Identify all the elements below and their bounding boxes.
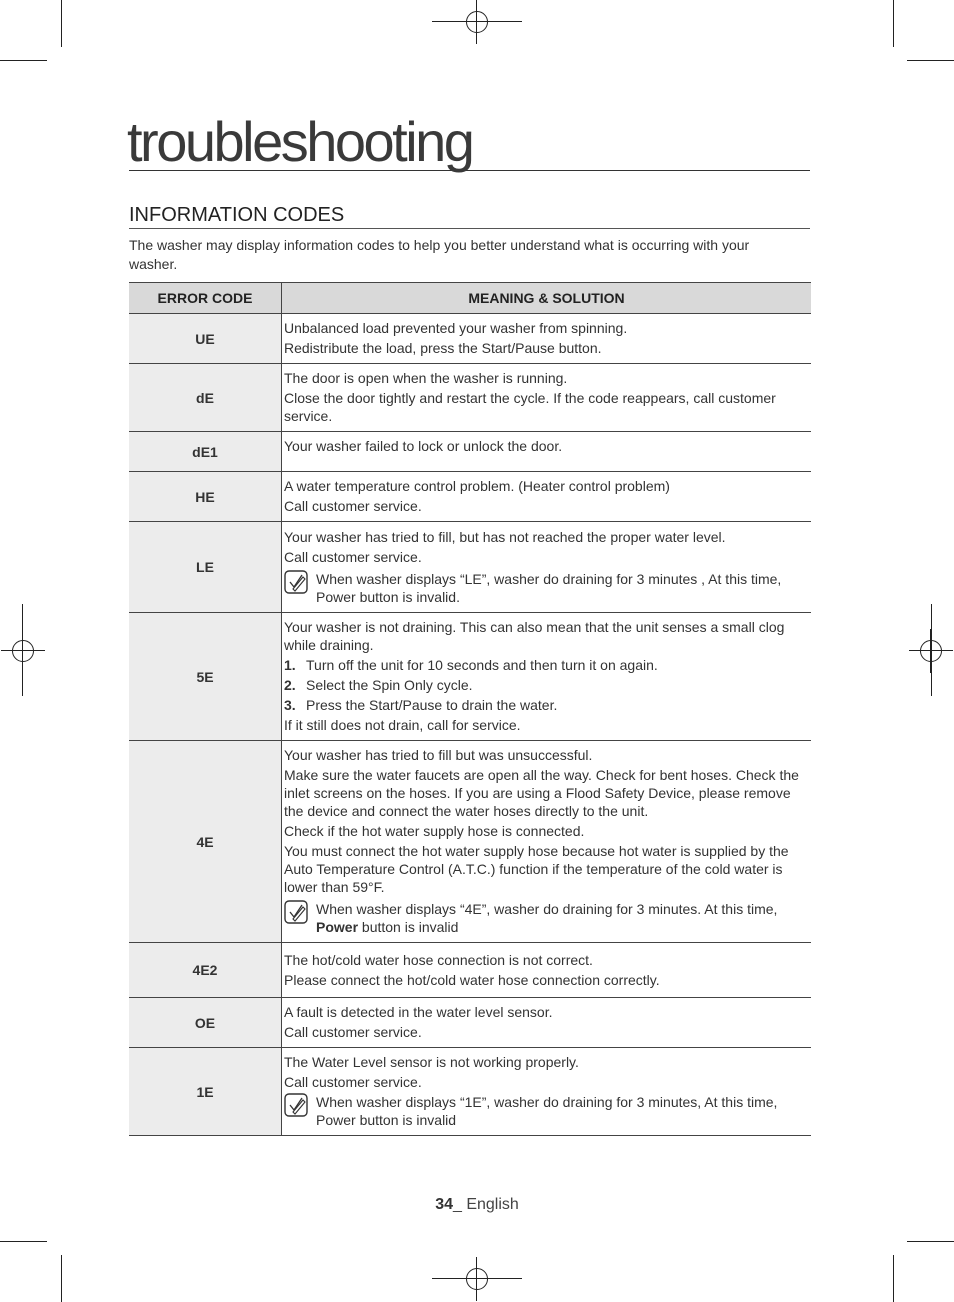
error-code: 1E — [129, 1048, 282, 1136]
table-row — [129, 613, 811, 741]
list-item — [284, 676, 809, 694]
page-title: troubleshooting — [127, 110, 473, 173]
note — [284, 570, 809, 606]
meaning-line: Your washer is not draining. This can also mean that the unit senses a small clog while draining. — [284, 619, 785, 653]
meaning-cell — [282, 522, 812, 613]
meaning-line: The door is open when the washer is running. — [284, 370, 568, 386]
meaning-line: Redistribute the load, press the Start/Pause button. — [284, 340, 602, 356]
information-codes-table — [129, 282, 811, 1136]
meaning-line: The hot/cold water hose connection is not correct. — [284, 951, 593, 968]
meaning-line: The Water Level sensor is not working properly. — [284, 1054, 579, 1070]
page-footer — [0, 1196, 954, 1214]
meaning-cell — [282, 613, 812, 741]
note-text-part: button is invalid — [358, 919, 459, 935]
meaning-line: Call customer service. — [284, 548, 422, 565]
meaning-line: A fault is detected in the water level sensor. — [284, 1004, 553, 1020]
table-row — [129, 1048, 811, 1136]
meaning-line: Call customer service. — [284, 1024, 422, 1040]
note-bold-word: Power — [316, 919, 359, 935]
meaning-line: Unbalanced load prevented your washer from spinning. — [284, 320, 628, 336]
section-header — [129, 203, 810, 229]
table-row — [129, 943, 811, 998]
crop-mark — [61, 0, 62, 47]
list-item — [284, 656, 809, 674]
error-code: dE — [129, 364, 282, 432]
meaning-line: Your washer has tried to fill but was unsuccessful. — [284, 747, 593, 763]
steps-list — [284, 656, 809, 714]
meaning-line: A water temperature control problem. (Heater control problem) — [284, 478, 670, 494]
step-number: 3. — [284, 697, 296, 713]
meaning-cell — [282, 741, 812, 943]
error-code: HE — [129, 472, 282, 522]
table-row — [129, 741, 811, 943]
registration-mark-icon — [455, 0, 499, 44]
meaning-cell — [282, 472, 812, 522]
note-pencil-icon — [284, 1093, 308, 1117]
meaning-line: You must connect the hot water supply hose because hot water is supplied by the Auto Temperature Control (A.T.C.) function if the temperature of the cold water is lower than 59°F. — [284, 843, 789, 895]
crop-mark — [907, 60, 954, 61]
meaning-line: Please connect the hot/cold water hose connection correctly. — [284, 971, 660, 988]
note-text: When washer displays “LE”, washer do draining for 3 minutes , At this time, Power button is invalid. — [316, 570, 782, 605]
table-row — [129, 364, 811, 432]
page-header — [127, 110, 810, 173]
table-header-row — [129, 283, 811, 314]
meaning-line: If it still does not drain, call for service. — [284, 717, 521, 733]
error-code: LE — [129, 522, 282, 613]
meaning-cell — [282, 364, 812, 432]
error-code: 4E2 — [129, 943, 282, 998]
note-text: When washer displays “1E”, washer do draining for 3 minutes, At this time, Power button is invalid — [316, 1094, 778, 1128]
crop-mark — [893, 1255, 894, 1302]
footer-language: _ English — [452, 1196, 519, 1213]
section-title: INFORMATION CODES — [129, 204, 345, 226]
step-text: Turn off the unit for 10 seconds and then turn it on again. — [306, 657, 658, 673]
note — [284, 900, 809, 936]
meaning-line: Call customer service. — [284, 1074, 422, 1090]
crop-mark — [0, 1241, 47, 1242]
step-number: 1. — [284, 657, 296, 673]
meaning-cell — [282, 998, 812, 1048]
crop-mark — [0, 60, 47, 61]
crop-mark — [907, 1241, 954, 1242]
intro-text: The washer may display information codes to help you better understand what is occurring with your washer. — [129, 237, 750, 272]
table-row — [129, 522, 811, 613]
error-code: OE — [129, 998, 282, 1048]
page-number: 34 — [435, 1196, 453, 1213]
step-number: 2. — [284, 677, 296, 693]
meaning-line: Your washer failed to lock or unlock the door. — [284, 438, 563, 454]
note — [284, 1093, 809, 1129]
step-text: Select the Spin Only cycle. — [306, 677, 473, 693]
error-code: 4E — [129, 741, 282, 943]
step-text: Press the Start/Pause to drain the water. — [306, 697, 558, 713]
meaning-cell — [282, 432, 812, 472]
note-text — [316, 900, 809, 936]
note-text-part: When washer displays “4E”, washer do draining for 3 minutes. At this time, — [316, 901, 778, 917]
note-pencil-icon — [284, 900, 308, 924]
column-header-meaning: MEANING & SOLUTION — [282, 283, 812, 314]
table-row — [129, 314, 811, 364]
note-pencil-icon — [284, 570, 308, 594]
registration-mark-icon — [1, 629, 45, 673]
column-header-error-code: ERROR CODE — [129, 283, 282, 314]
list-item — [284, 696, 809, 714]
crop-mark — [61, 1255, 62, 1302]
error-code: 5E — [129, 613, 282, 741]
error-code: dE1 — [129, 432, 282, 472]
registration-mark-icon — [455, 1257, 499, 1301]
meaning-cell — [282, 314, 812, 364]
meaning-line: Check if the hot water supply hose is connected. — [284, 823, 585, 839]
meaning-line: Your washer has tried to fill, but has not reached the proper water level. — [284, 528, 726, 545]
crop-mark — [893, 0, 894, 47]
table-row — [129, 998, 811, 1048]
registration-mark-icon — [909, 629, 953, 673]
meaning-cell — [282, 943, 812, 998]
meaning-line: Close the door tightly and restart the cycle. If the code reappears, call customer service. — [284, 390, 776, 424]
meaning-line: Call customer service. — [284, 498, 422, 514]
table-row — [129, 432, 811, 472]
table-row — [129, 472, 811, 522]
meaning-cell — [282, 1048, 812, 1136]
meaning-line: Make sure the water faucets are open all the way. Check for bent hoses. Check the inlet screens on the hoses. If you are using a Flood Safety Device, please remove the device and connect the water hoses directly to the unit. — [284, 767, 799, 819]
error-code: UE — [129, 314, 282, 364]
